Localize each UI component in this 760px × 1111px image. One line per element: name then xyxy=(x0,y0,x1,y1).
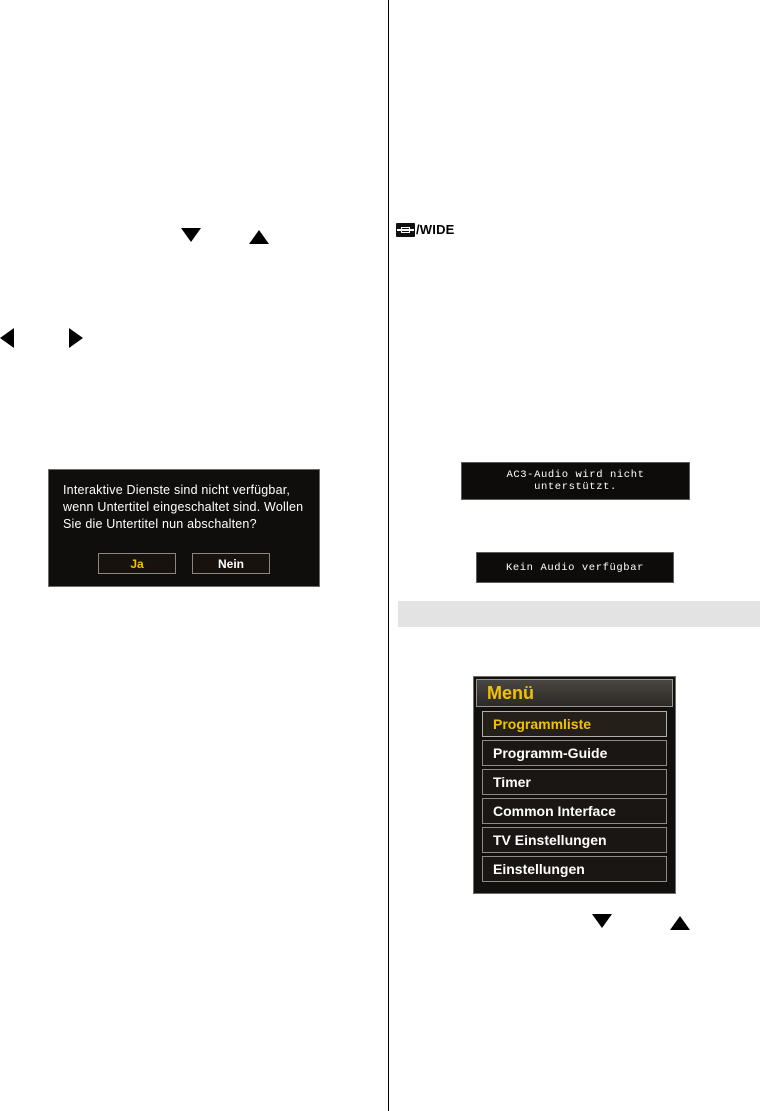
wide-label: /WIDE xyxy=(416,222,455,237)
menu-item-tv-einstellungen[interactable]: TV Einstellungen xyxy=(482,827,667,853)
dialog-button-row xyxy=(49,553,319,574)
dialog-message: Interaktive Dienste sind nicht verfügbar, wenn Untertitel eingeschaltet sind. Wollen Sie die Untertitel nun abschalten? xyxy=(63,483,304,531)
triangle-down-icon-2 xyxy=(592,914,612,928)
menu-title: Menü xyxy=(476,679,673,707)
banner-ac3-audio: AC3-Audio wird nicht unterstützt. xyxy=(461,462,690,500)
tv-main-menu xyxy=(473,676,676,894)
menu-item-timer[interactable]: Timer xyxy=(482,769,667,795)
wide-screen-glyph xyxy=(396,223,415,237)
triangle-up-icon-2 xyxy=(670,916,690,930)
menu-item-programm-guide[interactable]: Programm-Guide xyxy=(482,740,667,766)
banner-no-audio: Kein Audio verfügbar xyxy=(476,552,674,583)
section-spacer-bar xyxy=(398,601,760,627)
dialog-confirm-button[interactable]: Ja xyxy=(98,553,176,574)
triangle-right-icon xyxy=(69,328,83,348)
triangle-left-icon xyxy=(0,328,14,348)
column-divider xyxy=(388,0,389,1111)
subtitle-dialog xyxy=(48,469,320,587)
dialog-cancel-button[interactable]: Nein xyxy=(192,553,270,574)
menu-item-einstellungen[interactable]: Einstellungen xyxy=(482,856,667,882)
menu-item-programmliste[interactable]: Programmliste xyxy=(482,711,667,737)
triangle-up-icon xyxy=(249,230,269,244)
menu-item-common-interface[interactable]: Common Interface xyxy=(482,798,667,824)
wide-screen-icon xyxy=(396,222,455,237)
triangle-down-icon xyxy=(181,228,201,242)
